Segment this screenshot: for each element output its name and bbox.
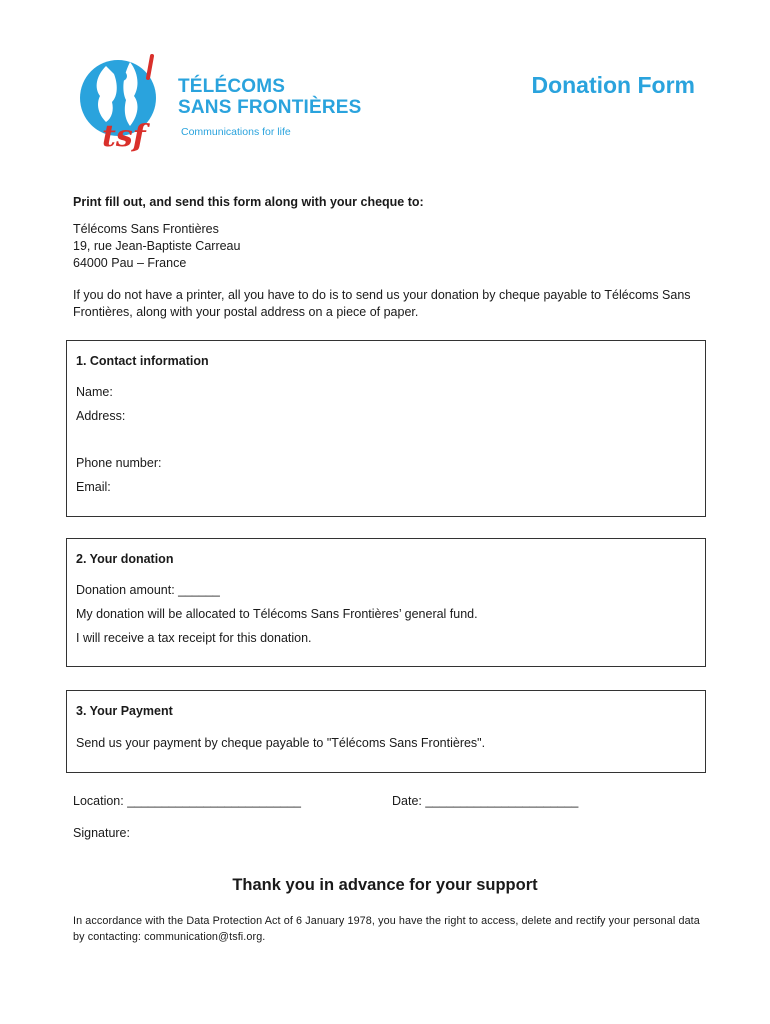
address-line: Télécoms Sans Frontières — [73, 222, 219, 236]
contact-section — [66, 340, 706, 517]
email-field[interactable]: Email: — [76, 480, 111, 494]
logo-org-line1: TÉLÉCOMS — [178, 76, 286, 97]
logo-tagline: Communications for life — [181, 126, 291, 138]
globe-faces-icon — [78, 52, 178, 156]
donation-section — [66, 538, 706, 667]
logo-org-line2: SANS FRONTIÈRES — [178, 97, 362, 118]
mailing-address — [73, 221, 240, 272]
location-field[interactable]: Location: _________________________ — [73, 794, 302, 808]
tsf-logo — [78, 52, 362, 156]
page-title: Donation Form — [531, 72, 695, 98]
donation-amount-field[interactable]: Donation amount: ______ — [76, 583, 220, 597]
name-field[interactable]: Name: — [76, 385, 113, 399]
logo-letters: tsf — [102, 119, 146, 154]
address-line: 19, rue Jean-Baptiste Carreau — [73, 239, 241, 253]
address-field[interactable]: Address: — [76, 409, 126, 423]
payment-section — [66, 690, 706, 773]
no-printer-note: If you do not have a printer, all you have to do is to send us your donation by cheque payable to Télécoms Sans Frontières, along with your postal address on a piece of paper. — [73, 288, 691, 319]
allocation-text: My donation will be allocated to Télécoms Sans Frontières’ general fund. — [76, 607, 478, 621]
instruction-text: Print fill out, and send this form along with your cheque to: — [73, 195, 424, 209]
payment-text: Send us your payment by cheque payable to "Télécoms Sans Frontières". — [76, 736, 486, 750]
signature-field[interactable]: Signature: — [73, 826, 130, 840]
payment-heading: 3. Your Payment — [76, 704, 173, 718]
address-line: 64000 Pau – France — [73, 256, 187, 270]
date-field[interactable]: Date: ______________________ — [392, 794, 579, 808]
donation-heading: 2. Your donation — [76, 552, 174, 566]
thank-you-heading: Thank you in advance for your support — [232, 876, 538, 894]
phone-field[interactable]: Phone number: — [76, 456, 162, 470]
tax-receipt-text: I will receive a tax receipt for this donation. — [76, 631, 312, 645]
privacy-notice: In accordance with the Data Protection Act of 6 January 1978, you have the right to access, delete and rectify your personal data by contacting: communication@tsfi.org. — [73, 915, 700, 943]
contact-heading: 1. Contact information — [76, 354, 209, 368]
